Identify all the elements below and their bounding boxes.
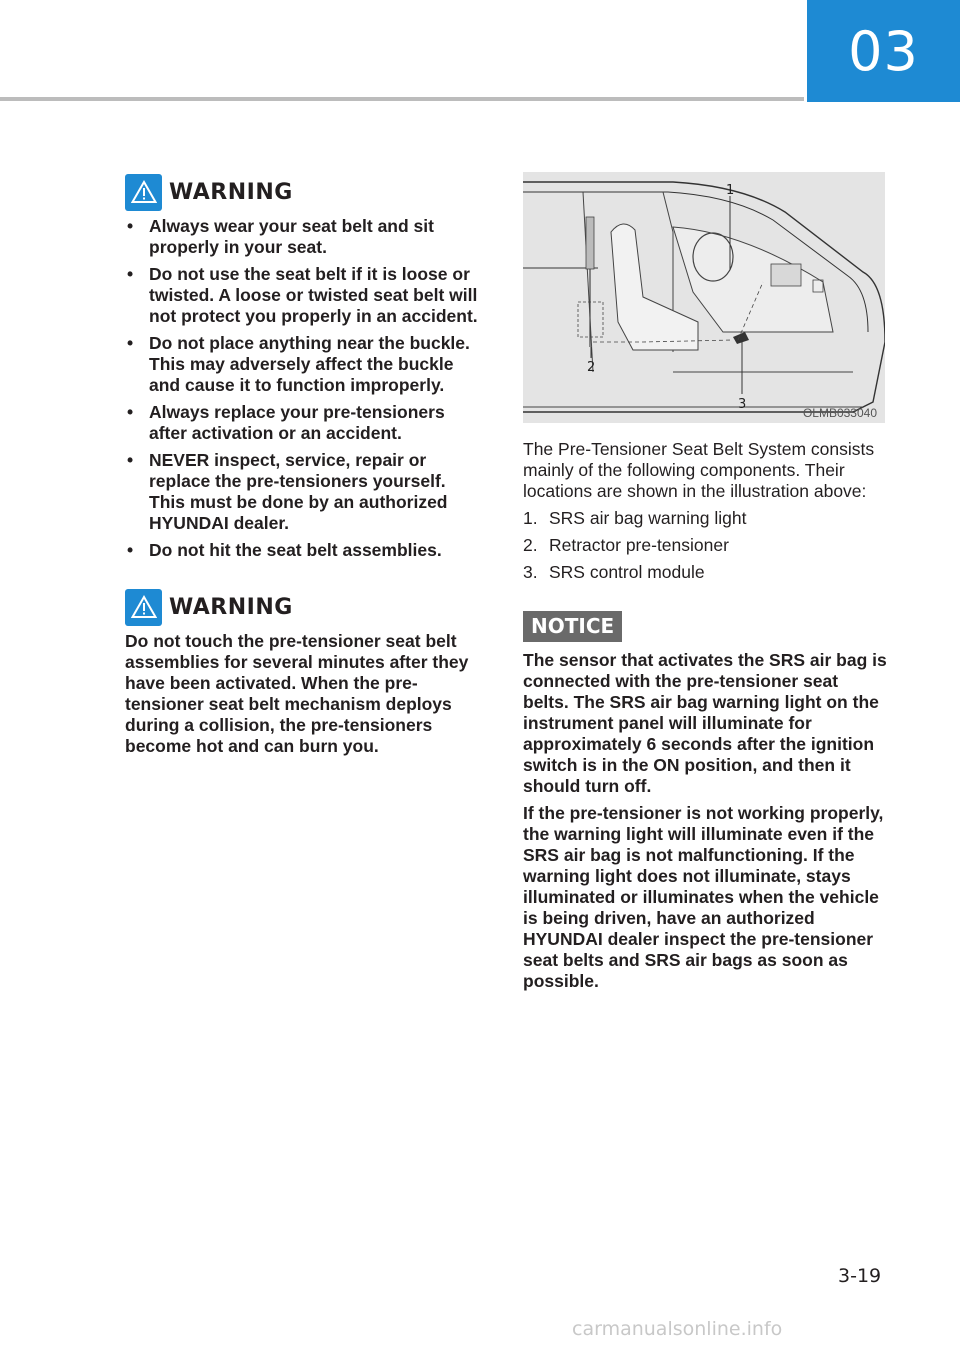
warning-list (125, 216, 481, 561)
warning-block-2 (125, 587, 481, 757)
callout-2: 2 (587, 360, 596, 375)
warning-item: • Always wear your seat belt and sit properly in your seat. (127, 216, 434, 257)
notice-title: NOTICE (523, 611, 622, 642)
left-column (125, 172, 481, 757)
warning-header (125, 172, 481, 212)
warning-header (125, 587, 481, 627)
page-number: 3-19 (838, 1265, 882, 1287)
right-column (523, 172, 888, 998)
intro-text: The Pre-Tensioner Seat Belt System consists mainly of the following components. Their locations are shown in the illustration above: (523, 439, 875, 501)
list-item: 2. Retractor pre-tensioner (523, 535, 729, 555)
warning-item: • Always replace your pre-tensioners after activation or an accident. (127, 402, 445, 443)
warning-item: • Do not hit the seat belt assemblies. (127, 540, 442, 560)
figure-code: OLMB033040 (802, 406, 877, 420)
warning-text: Do not touch the pre-tensioner seat belt assemblies for several minutes after they have been activated. When the pre-tensioner seat belt mechanism deploys during a collision, the pre-tensioners become hot and can burn you. (125, 631, 469, 756)
header-rule (0, 97, 804, 101)
callout-3: 3 (738, 397, 747, 412)
warning-title: WARNING (169, 179, 293, 205)
component-list (523, 508, 888, 583)
chapter-tab (807, 0, 960, 102)
warning-triangle-icon (125, 589, 162, 626)
warning-triangle-icon (125, 174, 162, 211)
notice-text: If the pre-tensioner is not working properly, the warning light will illuminate even if the SRS air bag is not malfunctioning. If the warning light does not illuminate, stays illuminated or illuminates when the vehicle is being driven, have an authorized HYUNDAI dealer inspect the pre-tensioner seat belts and SRS air bags as soon as possible. (523, 803, 884, 991)
warning-item: • Do not use the seat belt if it is loose or twisted. A loose or twisted seat belt will not protect you properly in an accident. (127, 264, 478, 326)
notice-text: The sensor that activates the SRS air bag is connected with the pre-tensioner seat belts. The SRS air bag warning light on the instrument panel will illuminate for approximately 6 seconds after the ignition switch is in the ON position, and then it should turn off. (523, 650, 887, 796)
watermark: carmanualsonline.info (572, 1318, 783, 1340)
chapter-number: 03 (848, 19, 919, 83)
car-interior-illustration (523, 172, 885, 423)
warning-title: WARNING (169, 594, 293, 620)
warning-item: • Do not place anything near the buckle. This may adversely affect the buckle and cause it to function improperly. (127, 333, 470, 395)
warning-item: • NEVER inspect, service, repair or replace the pre-tensioners yourself. This must be done by an authorized HYUNDAI dealer. (127, 450, 448, 533)
list-item: 1. SRS air bag warning light (523, 508, 747, 528)
list-item: 3. SRS control module (523, 562, 705, 582)
callout-1: 1 (726, 183, 735, 198)
